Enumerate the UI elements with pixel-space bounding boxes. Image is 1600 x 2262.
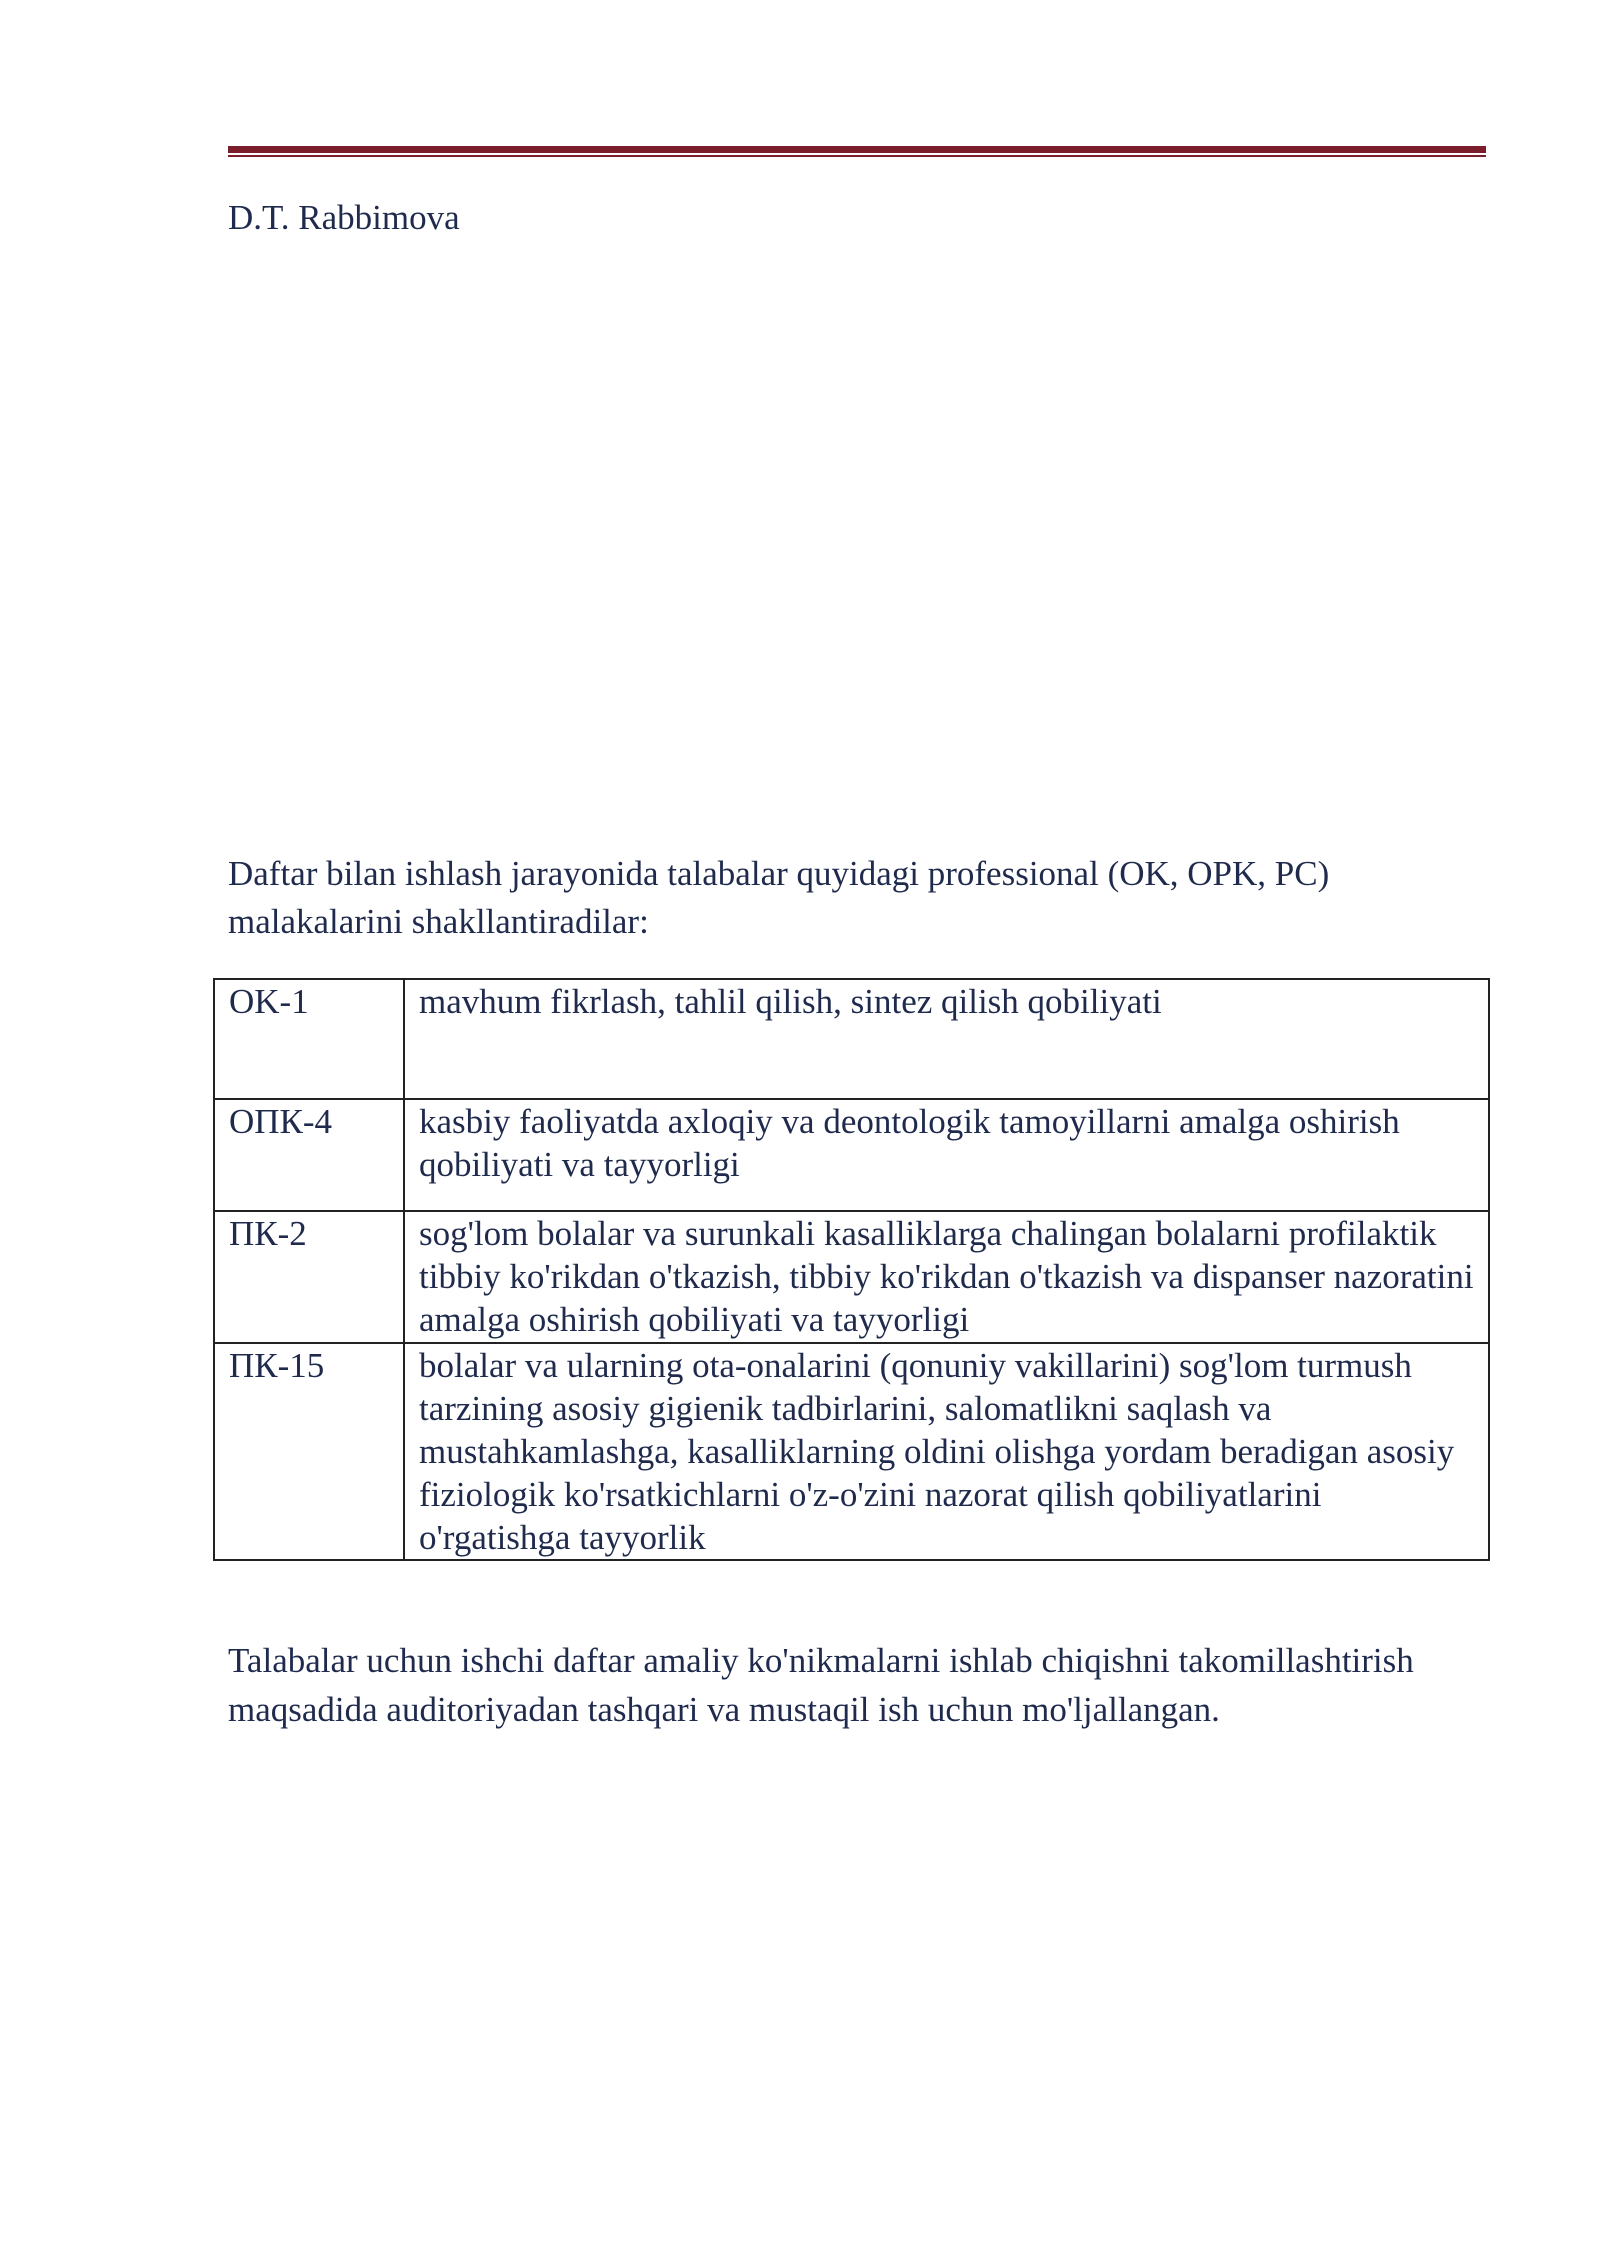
author-name: D.T. Rabbimova [228,198,460,237]
competency-description: kasbiy faoliyatda axloqiy va deontologik tamoyillarni amalga oshirish qobiliyati va tayyorligi [404,1099,1489,1211]
table-row [214,1099,1489,1211]
table-row [214,979,1489,1099]
competency-code: ПК-2 [214,1211,404,1343]
competency-description: sog'lom bolalar va surunkali kasalliklarga chalingan bolalarni profilaktik tibbiy ko'rikdan o'tkazish, tibbiy ko'rikdan o'tkazish va dispanser nazoratini amalga oshirish qobiliyati va tayyorligi [404,1211,1489,1343]
header-rule-thin [228,155,1486,157]
header-rule-thick [228,146,1486,153]
table-row [214,1211,1489,1343]
table-row [214,1343,1489,1560]
competency-code: ПК-15 [214,1343,404,1560]
competency-description: bolalar va ularning ota-onalarini (qonuniy vakillarini) sog'lom turmush tarzining asosiy gigienik tadbirlarini, salomatlikni saqlash va mustahkamlashga, kasalliklarning oldini olishga yordam beradigan asosiy fiziologik ko'rsatkichlarni o'z-o'zini nazorat qilish qobiliyatlarini o'rgatishga tayyorlik [404,1343,1489,1560]
intro-paragraph: Daftar bilan ishlash jarayonida talabalar quyidagi professional (OK, OPK, PC) malakalarini shakllantiradilar: [228,854,1330,941]
competency-table [213,978,1490,1561]
competency-description: mavhum fikrlash, tahlil qilish, sintez qilish qobiliyati [404,979,1489,1099]
competency-code: ОПК-4 [214,1099,404,1211]
closing-paragraph: Talabalar uchun ishchi daftar amaliy ko'nikmalarni ishlab chiqishni takomillashtirish maqsadida auditoriyadan tashqari va mustaqil ish uchun mo'ljallangan. [228,1641,1414,1729]
competency-code: OK-1 [214,979,404,1099]
header-rule [228,146,1486,158]
